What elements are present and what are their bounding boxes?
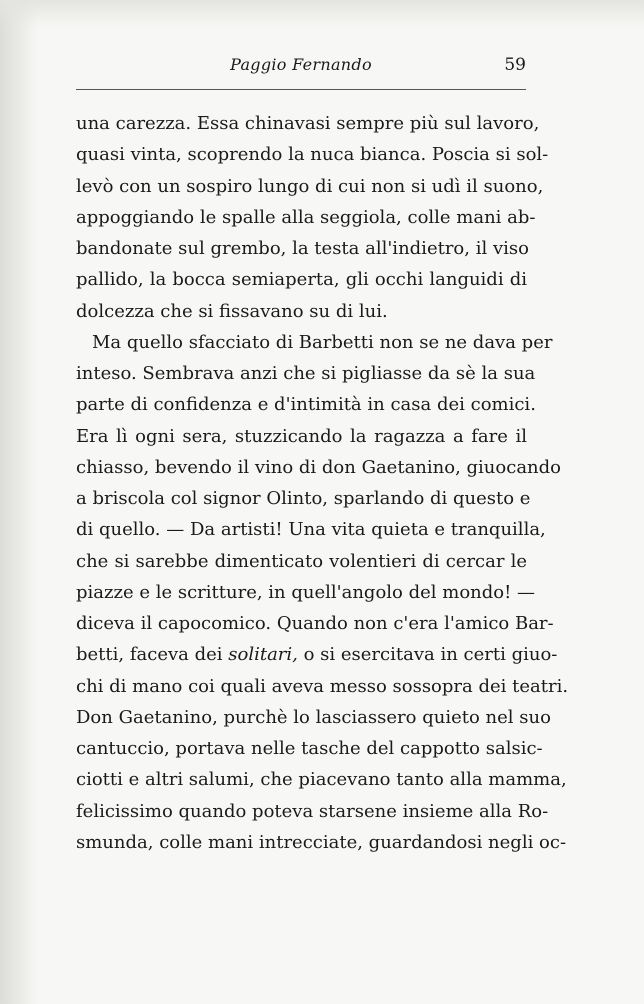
text-line: appoggiando le spalle alla seggiola, colle mani ab-	[76, 206, 536, 228]
text-line-with-italic	[76, 639, 558, 670]
text-line: cantuccio, portava nelle tasche del cappotto salsic-	[76, 738, 543, 759]
text-line: piazze e le scritture, in quell'angolo del mondo! —	[76, 581, 536, 603]
text-line: Don Gaetanino, purchè lo lasciassero quieto nel suo	[76, 706, 551, 728]
text-line: parte di confidenza e d'intimità in casa dei comici.	[76, 394, 536, 416]
paragraph-start-line: Ma quello sfacciato di Barbetti non se ne dava per	[92, 331, 553, 353]
text-line: chiasso, bevendo il vino di don Gaetanino, giuocando	[76, 456, 561, 478]
text-line: diceva il capocomico. Quando non c'era l'amico Bar-	[76, 613, 554, 634]
page-top-shadow	[0, 0, 644, 28]
running-title: Paggio Fernando	[230, 55, 372, 74]
text-line: levò con un sospiro lungo di cui non si udì il suono,	[76, 175, 544, 197]
text-line: ciotti e altri salumi, che piacevano tanto alla mamma,	[76, 769, 567, 791]
text-line: inteso. Sembrava anzi che si pigliasse da sè la sua	[76, 363, 536, 384]
text-line: a briscola col signor Olinto, sparlando di questo e	[76, 488, 531, 509]
text-line: bandonate sul grembo, la testa all'indietro, il viso	[76, 238, 529, 259]
text-line: di quello. — Da artisti! Una vita quieta e tranquilla,	[76, 519, 546, 541]
italic-word: solitari,	[228, 644, 298, 666]
text-line: smunda, colle mani intrecciate, guardandosi negli oc-	[76, 831, 567, 853]
page-number: 59	[504, 55, 526, 75]
header-rule	[76, 89, 526, 90]
page-header	[76, 53, 526, 81]
text-line: una carezza. Essa chinavasi sempre più sul lavoro,	[76, 113, 540, 134]
text-line: che si sarebbe dimenticato volentieri di cercar le	[76, 550, 527, 572]
text-line: quasi vinta, scoprendo la nuca bianca. Poscia si sol-	[76, 144, 549, 166]
page-gutter-shadow	[0, 0, 38, 1004]
line-segment: betti, faceva dei	[76, 644, 229, 666]
text-line: chi di mano coi quali aveva messo sossopra dei teatri.	[76, 675, 569, 697]
text-line: felicissimo quando poteva starsene insieme alla Ro-	[76, 800, 549, 822]
line-segment: o si esercitava in certi giuo-	[297, 644, 558, 666]
body-text	[76, 108, 569, 858]
paragraph-end-line: dolcezza che si fissavano su di lui.	[76, 300, 388, 322]
text-line: Era lì ogni sera, stuzzicando la ragazza a fare il	[76, 425, 527, 447]
text-line: pallido, la bocca semiaperta, gli occhi languidi di	[76, 269, 527, 291]
